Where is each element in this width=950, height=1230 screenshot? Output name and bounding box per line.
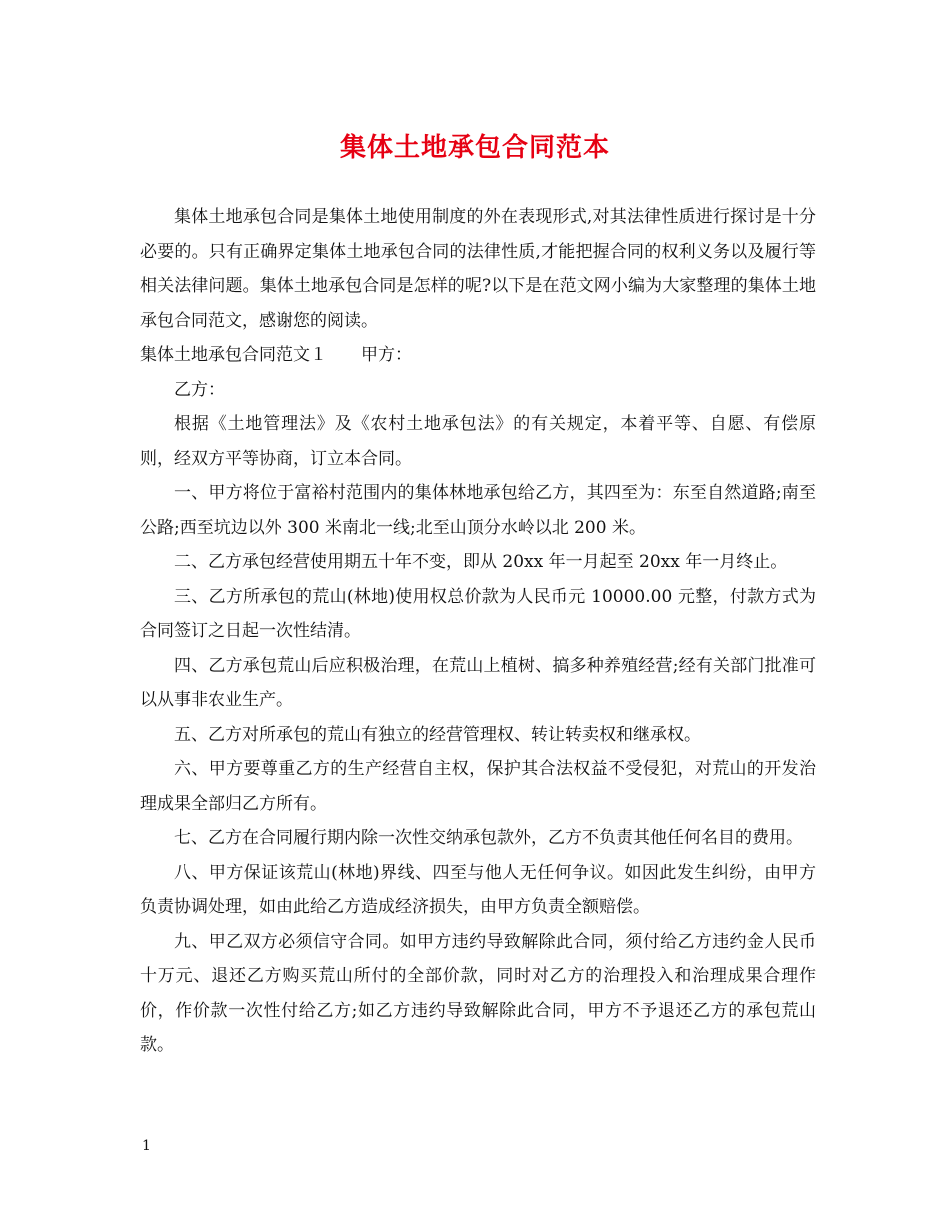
party-a-label: 甲方：	[361, 345, 412, 365]
page-number: 1	[142, 1138, 151, 1154]
section-heading: 集体土地承包合同范文１	[140, 345, 327, 365]
section-heading-line	[140, 338, 816, 373]
clause-5: 五、乙方对所承包的荒山有独立的经营管理权、转让转卖权和继承权。	[174, 724, 701, 745]
clause-9: 九、甲乙双方必须信守合同。如甲方违约导致解除此合同，须付给乙方违约金人民币十万元、退还乙方购买荒山所付的全部价款，同时对乙方的治理投入和治理成果合理作价，作价款一次性付给乙方;如乙方违约导致解除此合同，甲方不予退还乙方的承包荒山款。	[140, 931, 816, 1055]
intro-paragraph: 集体土地承包合同是集体土地使用制度的外在表现形式,对其法律性质进行探讨是十分必要的。只有正确界定集体土地承包合同的法律性质,才能把握合同的权利义务以及履行等相关法律问题。集体土地承包合同是怎样的呢?以下是在范文网小编为大家整理的集体土地承包合同范文，感谢您的阅读。	[140, 207, 816, 331]
clause-4: 四、乙方承包荒山后应积极治理，在荒山上植树、搞多种养殖经营;经有关部门批准可以从事非农业生产。	[140, 655, 816, 710]
clause-8: 八、甲方保证该荒山(林地)界线、四至与他人无任何争议。如因此发生纠纷，由甲方负责协调处理，如由此给乙方造成经济损失，由甲方负责全额赔偿。	[140, 862, 816, 917]
party-b-label: 乙方：	[174, 379, 225, 400]
clause-6: 六、甲方要尊重乙方的生产经营自主权，保护其合法权益不受侵犯，对荒山的开发治理成果全部归乙方所有。	[140, 759, 816, 814]
clause-1: 一、甲方将位于富裕村范围内的集体林地承包给乙方，其四至为：东至自然道路;南至公路;西至坑边以外 300 米南北一线;北至山顶分水岭以北 200 米。	[140, 483, 816, 538]
document-body	[140, 200, 816, 1063]
clause-7: 七、乙方在合同履行期内除一次性交纳承包款外，乙方不负责其他任何名目的费用。	[174, 828, 803, 848]
clause-3: 三、乙方所承包的荒山(林地)使用权总价款为人民币元 10000.00 元整，付款方式为合同签订之日起一次性结清。	[140, 586, 816, 641]
preamble-paragraph: 根据《土地管理法》及《农村土地承包法》的有关规定，本着平等、自愿、有偿原则，经双方平等协商，订立本合同。	[140, 414, 816, 469]
document-title: 集体土地承包合同范本	[339, 133, 610, 163]
clause-2: 二、乙方承包经营使用期五十年不变，即从 20xx 年一月起至 20xx 年一月终止。	[174, 552, 788, 572]
